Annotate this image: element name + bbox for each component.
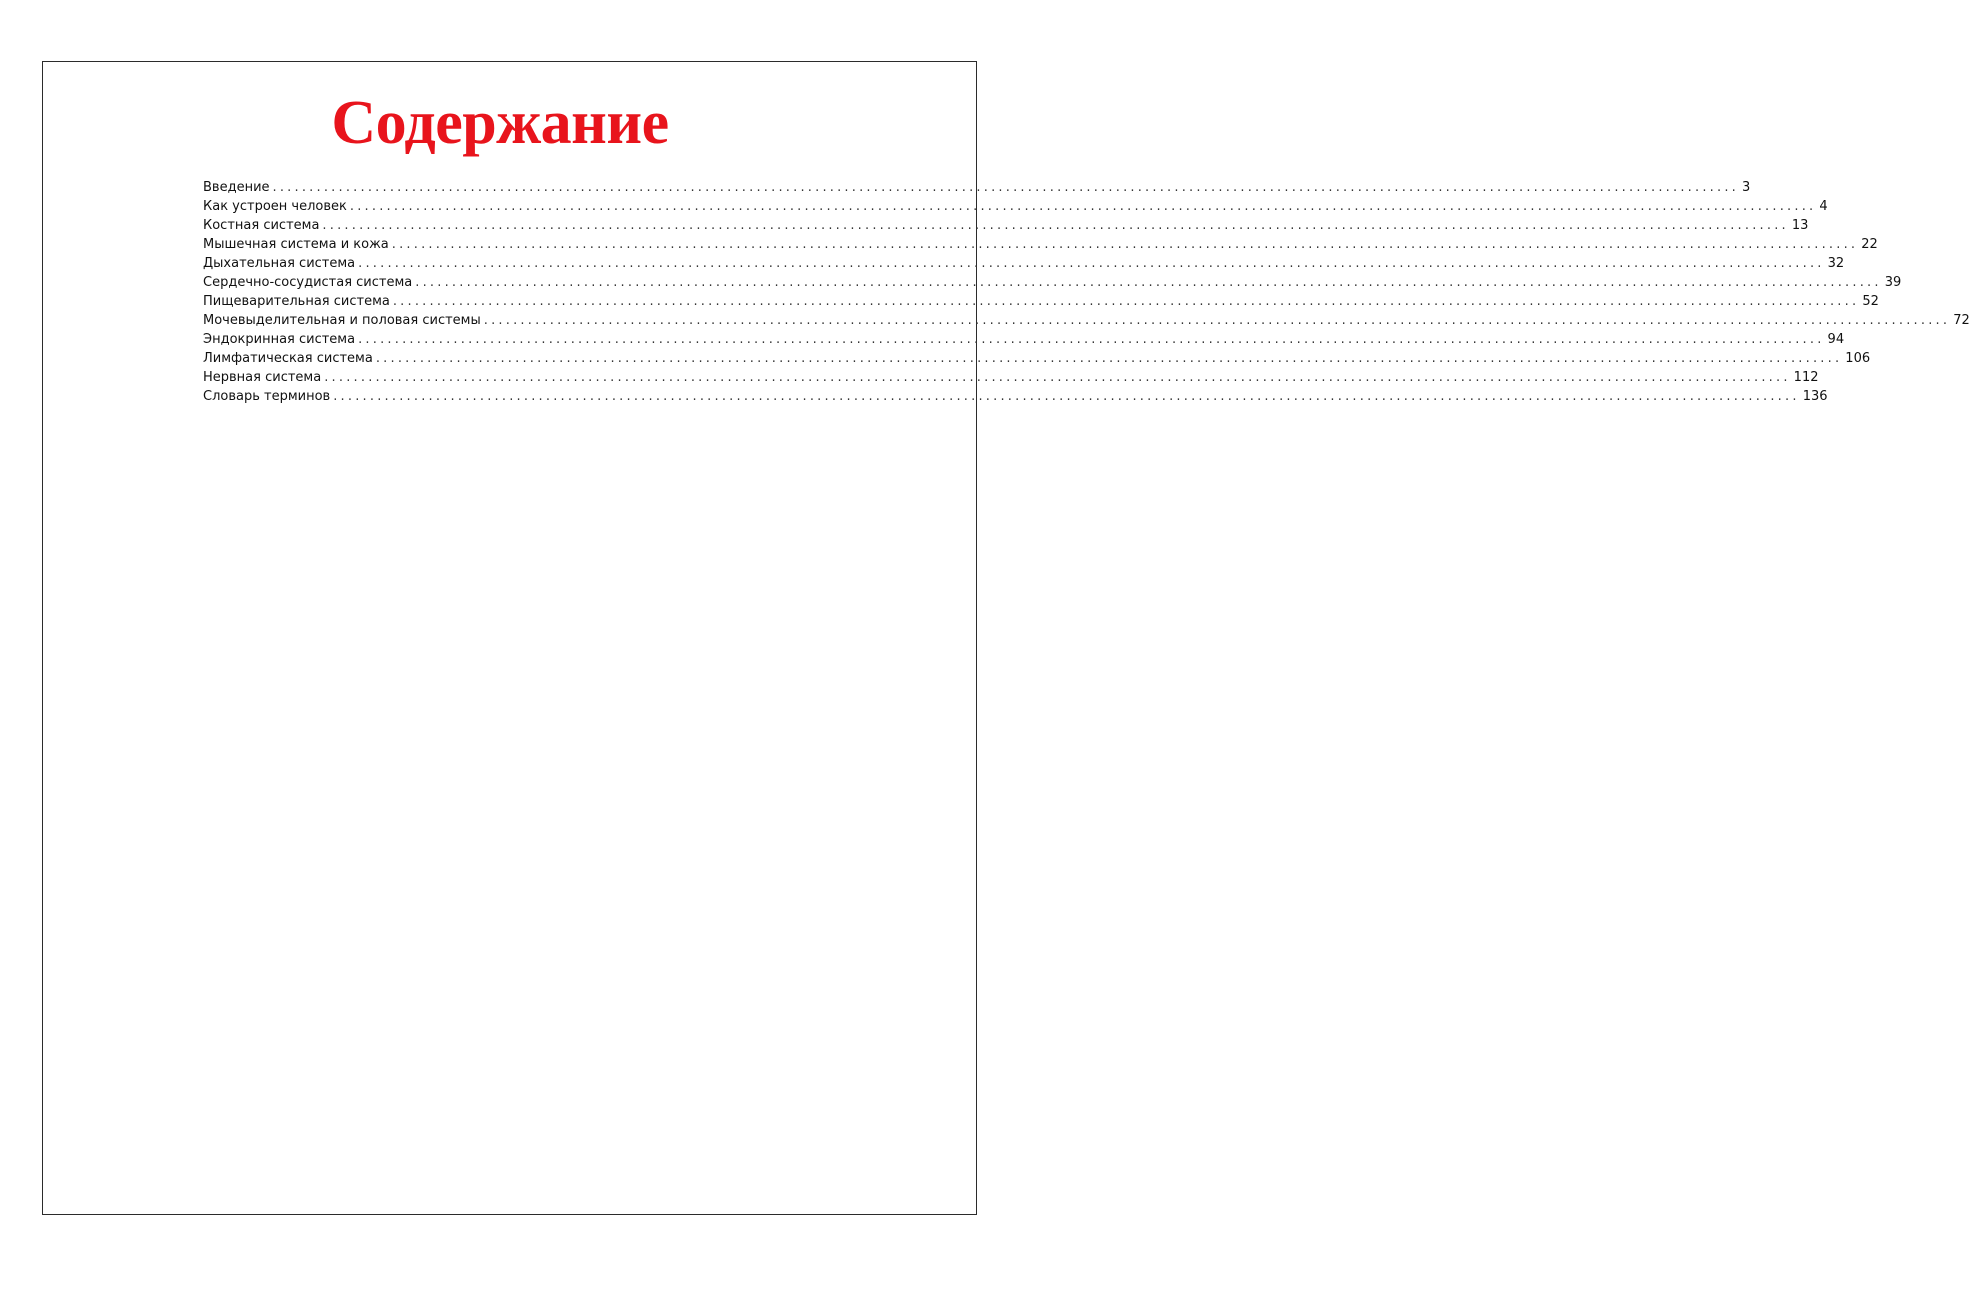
table-of-contents [203, 178, 1970, 406]
toc-entry-label: Сердечно-сосудистая система [203, 275, 413, 290]
toc-entry-label: Словарь терминов [203, 389, 331, 404]
dot-leader: ........................................................................................................................................................................................................ [483, 313, 1951, 328]
toc-entry[interactable] [203, 235, 1878, 254]
dot-leader: ........................................................................................................................................................................................................ [392, 294, 1860, 309]
toc-entry-page: 32 [1827, 256, 1845, 271]
dot-leader: ........................................................................................................................................................................................................ [415, 275, 1882, 290]
dot-leader: ........................................................................................................................................................................................................ [375, 351, 1843, 366]
toc-entry[interactable] [203, 368, 1819, 387]
toc-entry[interactable] [203, 349, 1871, 368]
toc-entry-page: 52 [1862, 294, 1879, 309]
toc-entry-page: 72 [1953, 313, 1970, 328]
toc-entry-label: Лимфатическая система [203, 351, 373, 366]
toc-entry-label: Нервная система [203, 370, 322, 385]
dot-leader: ........................................................................................................................................................................................................ [322, 218, 1789, 233]
toc-entry[interactable] [203, 387, 1828, 406]
toc-entry-page: 22 [1861, 237, 1878, 252]
dot-leader: ........................................................................................................................................................................................................ [324, 370, 1791, 385]
toc-entry[interactable] [203, 273, 1902, 292]
toc-entry-page: 39 [1884, 275, 1902, 290]
dot-leader: ........................................................................................................................................................................................................ [391, 237, 1859, 252]
dot-leader: ........................................................................................................................................................................................................ [358, 256, 1825, 271]
toc-entry-page: 112 [1793, 370, 1819, 385]
toc-entry-label: Костная система [203, 218, 320, 233]
toc-entry[interactable] [203, 216, 1809, 235]
toc-entry[interactable] [203, 197, 1828, 216]
toc-entry[interactable] [203, 178, 1751, 197]
toc-entry[interactable] [203, 311, 1970, 330]
toc-entry-page: 4 [1819, 199, 1828, 214]
toc-entry-page: 136 [1802, 389, 1828, 404]
toc-entry-label: Мышечная система и кожа [203, 237, 389, 252]
dot-leader: ........................................................................................................................................................................................................ [358, 332, 1825, 347]
toc-entry-page: 106 [1845, 351, 1871, 366]
toc-entry[interactable] [203, 292, 1879, 311]
toc-entry-page: 3 [1741, 180, 1751, 195]
toc-entry-label: Эндокринная система [203, 332, 356, 347]
toc-entry-label: Введение [203, 180, 270, 195]
toc-entry-label: Мочевыделительная и половая системы [203, 313, 481, 328]
toc-entry-label: Как устроен человек [203, 199, 347, 214]
dot-leader: ........................................................................................................................................................................................................ [349, 199, 1817, 214]
page-title: Содержание [331, 89, 669, 157]
toc-entry-label: Дыхательная система [203, 256, 356, 271]
toc-entry-page: 94 [1827, 332, 1845, 347]
toc-entry[interactable] [203, 330, 1845, 349]
toc-entry[interactable] [203, 254, 1845, 273]
dot-leader: ........................................................................................................................................................................................................ [272, 180, 1739, 195]
toc-entry-page: 13 [1791, 218, 1809, 233]
dot-leader: ........................................................................................................................................................................................................ [333, 389, 1800, 404]
toc-entry-label: Пищеварительная система [203, 294, 390, 309]
